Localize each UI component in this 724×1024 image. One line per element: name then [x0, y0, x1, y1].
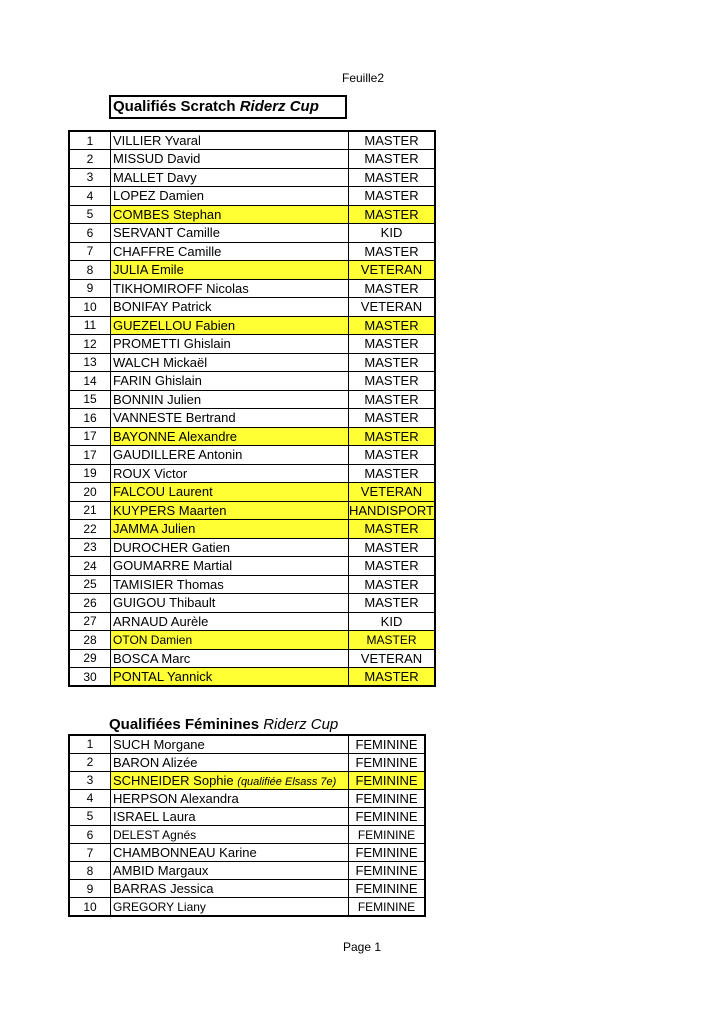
rider-name: PROMETTI Ghislain	[113, 336, 231, 352]
rank-cell: 22	[69, 520, 111, 539]
rank-cell: 10	[69, 898, 111, 916]
rank-cell: 23	[69, 538, 111, 557]
rider-name: TIKHOMIROFF Nicolas	[113, 280, 249, 296]
rank-cell: 25	[69, 575, 111, 594]
table-row	[69, 168, 435, 187]
name-cell	[111, 390, 349, 409]
rank-cell: 15	[69, 390, 111, 409]
table-row	[69, 131, 435, 150]
rider-name: KUYPERS Maarten	[113, 502, 227, 518]
name-cell	[111, 131, 349, 150]
rank-cell: 9	[69, 279, 111, 298]
table-row	[69, 390, 435, 409]
rank-cell: 4	[69, 187, 111, 206]
table-row	[69, 335, 435, 354]
rider-name: BONIFAY Patrick	[113, 299, 212, 315]
rider-name: DUROCHER Gatien	[113, 539, 231, 555]
category-cell: FEMININE	[349, 825, 426, 843]
rider-name: FARIN Ghislain	[113, 373, 202, 389]
table-row	[69, 520, 435, 539]
category-cell: MASTER	[349, 668, 436, 687]
table-row	[69, 557, 435, 576]
rider-name: JAMMA Julien	[113, 521, 196, 537]
table-row	[69, 372, 435, 391]
rank-cell: 12	[69, 335, 111, 354]
category-cell: MASTER	[349, 187, 436, 206]
table-row	[69, 771, 425, 789]
rider-name: GAUDILLERE Antonin	[113, 447, 243, 463]
table-row	[69, 261, 435, 280]
category-cell: VETERAN	[349, 649, 436, 668]
rank-cell: 6	[69, 825, 111, 843]
category-cell: MASTER	[349, 335, 436, 354]
name-cell	[111, 316, 349, 335]
name-cell	[111, 880, 349, 898]
name-cell	[111, 735, 349, 753]
name-cell	[111, 446, 349, 465]
rider-name: MISSUD David	[113, 151, 201, 167]
category-cell: KID	[349, 224, 436, 243]
table-row	[69, 427, 435, 446]
rank-cell: 21	[69, 501, 111, 520]
name-cell	[111, 771, 349, 789]
name-cell	[111, 150, 349, 169]
name-cell	[111, 501, 349, 520]
rider-name: BOSCA Marc	[113, 650, 191, 666]
scratch-title-main: Qualifiés Scratch	[113, 98, 240, 115]
category-cell: MASTER	[349, 150, 436, 169]
rider-name: PONTAL Yannick	[113, 669, 213, 684]
table-row	[69, 224, 435, 243]
category-cell: MASTER	[349, 353, 436, 372]
rider-name: BARRAS Jessica	[113, 881, 214, 897]
table-row	[69, 825, 425, 843]
category-cell: FEMININE	[349, 898, 426, 916]
table-row	[69, 279, 435, 298]
rider-name: GREGORY Liany	[113, 899, 206, 914]
rank-cell: 3	[69, 771, 111, 789]
category-cell: FEMININE	[349, 862, 426, 880]
rank-cell: 8	[69, 261, 111, 280]
rider-name: GUEZELLOU Fabien	[113, 317, 236, 333]
table-row	[69, 594, 435, 613]
rider-name: GOUMARRE Martial	[113, 558, 233, 574]
table-row	[69, 649, 435, 668]
name-cell	[111, 668, 349, 687]
category-cell: FEMININE	[349, 771, 426, 789]
category-cell: VETERAN	[349, 483, 436, 502]
name-cell	[111, 187, 349, 206]
rider-name: TAMISIER Thomas	[113, 576, 224, 592]
rank-cell: 24	[69, 557, 111, 576]
rider-name: COMBES Stephan	[113, 206, 222, 222]
feminine-title-italic: Riderz Cup	[263, 716, 339, 733]
name-cell	[111, 753, 349, 771]
table-row	[69, 735, 425, 753]
table-row	[69, 753, 425, 771]
category-cell: MASTER	[349, 520, 436, 539]
table-row	[69, 483, 435, 502]
name-cell	[111, 520, 349, 539]
category-cell: FEMININE	[349, 807, 426, 825]
name-cell	[111, 862, 349, 880]
name-cell	[111, 261, 349, 280]
table-row	[69, 880, 425, 898]
category-cell: MASTER	[349, 594, 436, 613]
rank-cell: 10	[69, 298, 111, 317]
rank-cell: 17	[69, 446, 111, 465]
category-cell: FEMININE	[349, 789, 426, 807]
table-row	[69, 844, 425, 862]
rank-cell: 6	[69, 224, 111, 243]
table-row	[69, 409, 435, 428]
category-cell: KID	[349, 612, 436, 631]
category-cell: MASTER	[349, 205, 436, 224]
rider-name: VANNESTE Bertrand	[113, 410, 236, 426]
sheet-name: Feuille2	[342, 71, 385, 85]
rank-cell: 8	[69, 862, 111, 880]
rank-cell: 1	[69, 735, 111, 753]
category-cell: MASTER	[349, 464, 436, 483]
category-cell: MASTER	[349, 631, 436, 650]
name-cell	[111, 168, 349, 187]
rank-cell: 20	[69, 483, 111, 502]
rank-cell: 3	[69, 168, 111, 187]
scratch-title-italic: Riderz Cup	[239, 98, 319, 115]
rank-cell: 30	[69, 668, 111, 687]
rider-name: SUCH Morgane	[113, 736, 205, 752]
rank-cell: 14	[69, 372, 111, 391]
feminine-title	[109, 715, 338, 735]
category-cell: FEMININE	[349, 880, 426, 898]
qualification-note: (qualifiée Elsass 7e)	[237, 775, 337, 788]
name-cell	[111, 575, 349, 594]
rank-cell: 7	[69, 844, 111, 862]
name-cell	[111, 353, 349, 372]
category-cell: MASTER	[349, 427, 436, 446]
rider-name: HERPSON Alexandra	[113, 790, 239, 806]
table-row	[69, 464, 435, 483]
name-cell	[111, 825, 349, 843]
name-cell	[111, 844, 349, 862]
category-cell: MASTER	[349, 538, 436, 557]
rider-name: OTON Damien	[113, 632, 193, 647]
rider-name: BARON Alizée	[113, 754, 198, 770]
name-cell	[111, 279, 349, 298]
category-cell: MASTER	[349, 372, 436, 391]
scratch-title	[109, 95, 347, 119]
name-cell	[111, 409, 349, 428]
rank-cell: 27	[69, 612, 111, 631]
rank-cell: 11	[69, 316, 111, 335]
category-cell: MASTER	[349, 316, 436, 335]
name-cell	[111, 483, 349, 502]
rider-name: BAYONNE Alexandre	[113, 428, 238, 444]
name-cell	[111, 205, 349, 224]
rank-cell: 19	[69, 464, 111, 483]
category-cell: VETERAN	[349, 298, 436, 317]
rider-name: CHAFFRE Camille	[113, 243, 222, 259]
rank-cell: 5	[69, 205, 111, 224]
rider-name: MALLET Davy	[113, 169, 197, 185]
category-cell: MASTER	[349, 446, 436, 465]
rider-name: AMBID Margaux	[113, 863, 209, 879]
rider-name: ROUX Victor	[113, 465, 188, 481]
name-cell	[111, 649, 349, 668]
rider-name: SCHNEIDER Sophie	[113, 772, 234, 788]
rider-name: WALCH Mickaël	[113, 354, 208, 370]
rank-cell: 7	[69, 242, 111, 261]
rider-name: ISRAEL Laura	[113, 808, 196, 824]
category-cell: MASTER	[349, 242, 436, 261]
name-cell	[111, 594, 349, 613]
feminine-title-main: Qualifiées Féminines	[109, 716, 264, 733]
name-cell	[111, 224, 349, 243]
rank-cell: 28	[69, 631, 111, 650]
name-cell	[111, 789, 349, 807]
rider-name: SERVANT Camille	[113, 225, 220, 241]
table-row	[69, 807, 425, 825]
table-row	[69, 150, 435, 169]
table-row	[69, 205, 435, 224]
category-cell: MASTER	[349, 409, 436, 428]
rank-cell: 5	[69, 807, 111, 825]
table-row	[69, 668, 435, 687]
rider-name: BONNIN Julien	[113, 391, 202, 407]
name-cell	[111, 898, 349, 916]
table-row	[69, 316, 435, 335]
table-row	[69, 898, 425, 916]
rider-name: FALCOU Laurent	[113, 484, 213, 500]
name-cell	[111, 557, 349, 576]
name-cell	[111, 298, 349, 317]
page-number: Page 1	[343, 940, 382, 954]
category-cell: MASTER	[349, 168, 436, 187]
rider-name: ARNAUD Aurèle	[113, 613, 209, 629]
category-cell: FEMININE	[349, 735, 426, 753]
rider-name: LOPEZ Damien	[113, 188, 205, 204]
category-cell: MASTER	[349, 390, 436, 409]
name-cell	[111, 372, 349, 391]
rider-name: VILLIER Yvaral	[113, 133, 201, 148]
name-cell	[111, 807, 349, 825]
table-row	[69, 538, 435, 557]
category-cell: MASTER	[349, 557, 436, 576]
rank-cell: 2	[69, 753, 111, 771]
scratch-table	[68, 130, 436, 687]
rider-name: JULIA Emile	[113, 262, 184, 278]
category-cell: HANDISPORT	[349, 502, 434, 518]
name-cell	[111, 612, 349, 631]
rider-name: DELEST Agnés	[113, 827, 197, 842]
rank-cell: 9	[69, 880, 111, 898]
feminine-table	[68, 734, 426, 917]
table-row	[69, 631, 435, 650]
category-cell: MASTER	[349, 279, 436, 298]
rank-cell: 13	[69, 353, 111, 372]
rider-name: GUIGOU Thibault	[113, 595, 216, 611]
category-cell: VETERAN	[349, 261, 436, 280]
category-cell: FEMININE	[349, 753, 426, 771]
name-cell	[111, 538, 349, 557]
table-row	[69, 612, 435, 631]
rank-cell: 16	[69, 409, 111, 428]
name-cell	[111, 427, 349, 446]
table-row	[69, 298, 435, 317]
table-row	[69, 353, 435, 372]
rank-cell: 2	[69, 150, 111, 169]
rank-cell: 1	[69, 131, 111, 150]
rank-cell: 26	[69, 594, 111, 613]
category-cell: MASTER	[349, 131, 436, 150]
category-cell: MASTER	[349, 575, 436, 594]
table-row	[69, 242, 435, 261]
table-row	[69, 789, 425, 807]
table-row	[69, 446, 435, 465]
rank-cell: 4	[69, 789, 111, 807]
name-cell	[111, 335, 349, 354]
name-cell	[111, 631, 349, 650]
table-row	[69, 187, 435, 206]
rider-name: CHAMBONNEAU Karine	[113, 845, 257, 861]
name-cell	[111, 242, 349, 261]
rank-cell: 17	[69, 427, 111, 446]
table-row	[69, 501, 435, 520]
name-cell	[111, 464, 349, 483]
table-row	[69, 575, 435, 594]
category-cell: FEMININE	[349, 844, 426, 862]
table-row	[69, 862, 425, 880]
rank-cell: 29	[69, 649, 111, 668]
